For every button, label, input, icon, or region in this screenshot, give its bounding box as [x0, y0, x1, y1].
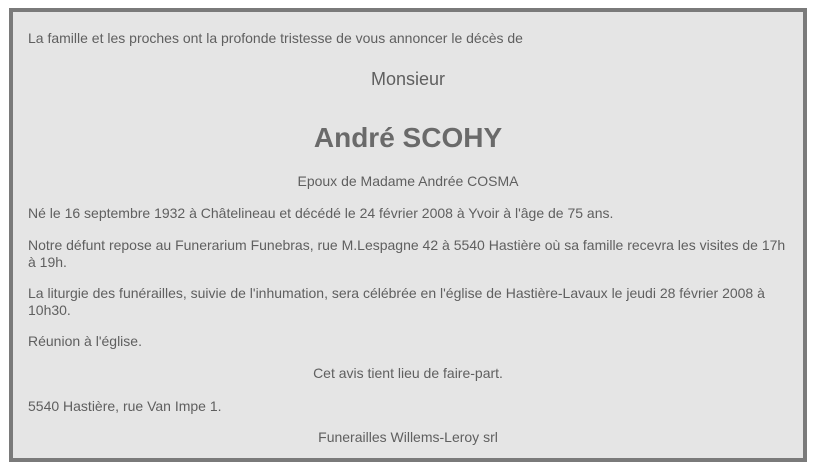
salutation-text: Monsieur [370, 69, 446, 89]
death-notice-card [9, 8, 807, 462]
faire-part-text: Cet avis tient lieu de faire-part. [313, 365, 503, 381]
intro-text: La famille et les proches ont la profonde tristesse de vous annoncer le décès de [28, 30, 523, 46]
address-text: 5540 Hastière, rue Van Impe 1. [28, 398, 222, 414]
funeral-home-text: Funerailles Willems-Leroy srl [318, 429, 498, 445]
meeting-text: Réunion à l'église. [28, 333, 142, 349]
rest-place-text: Notre défunt repose au Funerarium Funebras, rue M.Lespagne 42 à 5540 Hastière où sa famille recevra les visites de 17h à 19h. [28, 237, 786, 270]
birth-death-text: Né le 16 septembre 1932 à Châtelineau et décédé le 24 février 2008 à Yvoir à l'âge de 75 ans. [28, 205, 614, 221]
spouse-text: Epoux de Madame Andrée COSMA [297, 173, 519, 189]
liturgy-text: La liturgie des funérailles, suivie de l'inhumation, sera célébrée en l'église de Hastière-Lavaux le jeudi 28 février 2008 à 10h30. [28, 285, 765, 318]
deceased-name: André SCOHY [313, 122, 503, 153]
